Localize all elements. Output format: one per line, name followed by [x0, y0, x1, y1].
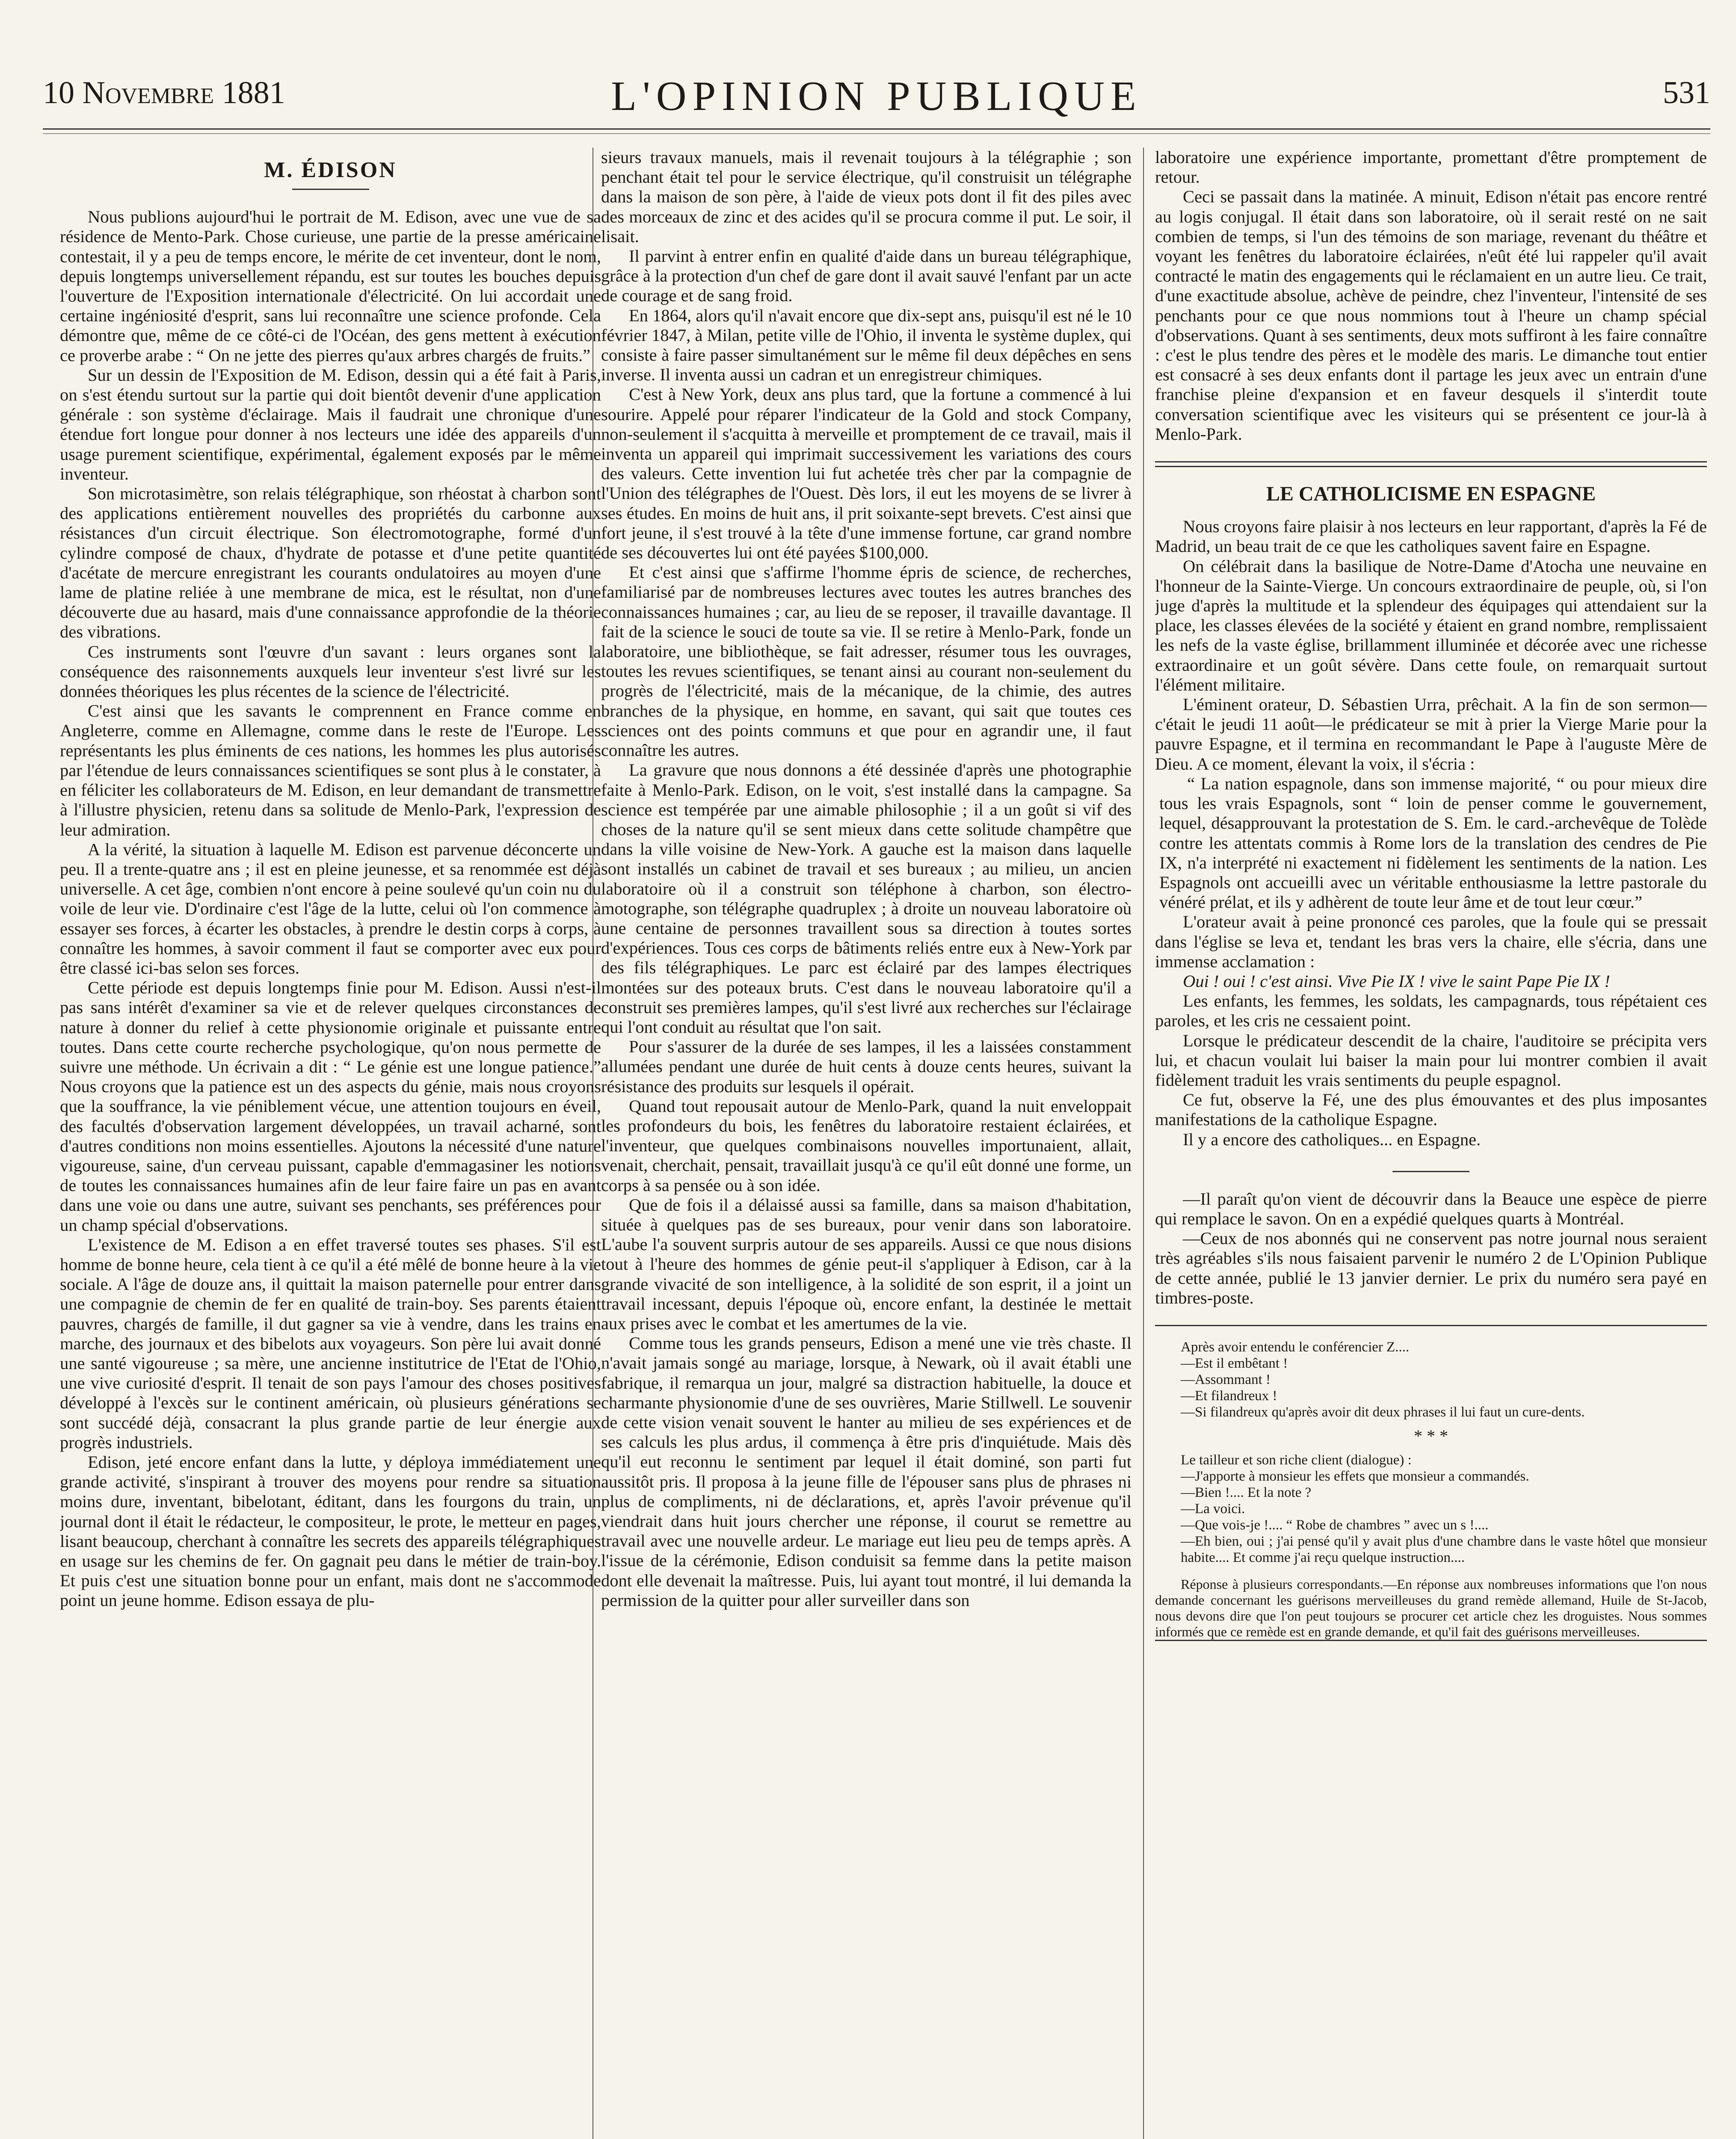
- paragraph: Nous publions aujourd'hui le portrait de M. Edison, avec une vue de sa résidence de Mento-Park. Chose curieuse, une partie de la presse américaine contestait, il y a peu de temps encore, le mérite de cet inventeur, dont le nom, depuis longtemps universellement répandu, est sur toutes les bouches depuis l'ouverture de l'Exposition internationale d'électricité. On lui accordait une certaine ingéniosité d'esprit, sans lui reconnaître une science profonde. Cela démontre que, même de ce côté-ci de l'Océan, des gens mettent à exécution ce proverbe arabe : “ On ne jette des pierres qu'aux arbres chargés de fruits.”: [60, 207, 601, 365]
- joke-line: —Assommant !: [1181, 1372, 1271, 1387]
- joke-line: —Que vois-je !.... “ Robe de chambres ” avec un s !....: [1181, 1517, 1489, 1533]
- paragraph: La gravure que nous donnons a été dessinée d'après une photographie faite à Menlo-Park. Edison, on le voit, s'est installé dans la campagne. Sa science est tempérée par une aimable philosophie ; il a un goût si vif des choses de la nature qu'il se sent mieux dans cette solitude champêtre que dans la ville voisine de New-York. A gauche est la maison dans laquelle sont installés un cabinet de travail et ses bureaux ; au milieu, un ancien laboratoire où il a construit son téléphone à charbon, son électro-motographe, son télégraphe quadruplex ; à droite un nouveau laboratoire où une centaine de personnes travaillent sous sa direction à toutes sortes d'expériences. Tous ces corps de bâtiments reliés entre eux à New-York par des fils télégraphiques. Le parc est éclairé par des lampes électriques montées sur des poteaux bruts. C'est dans le nouveau laboratoire qu'il a construit ses premières lampes, qu'il s'est livré aux recherches sur l'éclairage qui l'ont conduit au résultat que l'on sait.: [601, 760, 1132, 1037]
- paragraph: Nous croyons faire plaisir à nos lecteurs en leur rapportant, d'après la Fé de Madrid, un beau trait de ce que les catholiques savent faire en Espagne.: [1155, 517, 1707, 556]
- paragraph: Quand tout repousait autour de Menlo-Park, quand la nuit enveloppait les profondeurs du bois, les fenêtres du laboratoire restaient éclairées, et l'inventeur, que quelques combinaisons nouvelles importunaient, allait, venait, cherchait, pensait, travaillait jusqu'à ce qu'il eût donné une forme, un corps à sa pensée ou à son idée.: [601, 1096, 1132, 1195]
- joke-line: —Si filandreux qu'après avoir dit deux phrases il lui faut un cure-dents.: [1181, 1404, 1585, 1420]
- paragraph: Son microtasimètre, son relais télégraphique, son rhéostat à charbon sont des applications entièrement nouvelles des propriétés du carbonne aux résistances d'un circuit électrique. Son électromotographe, formé d'un cylindre composé de chaux, d'hydrate de potasse et d'une petite quantité d'acétate de mercure enregistrant les courants ondulatoires au moyen d'une lame de platine reliée à une membrane de mica, est le résultat, non d'une découverte due au hasard, mais d'une connaissance approfondie de la théorie des vibrations.: [60, 484, 601, 642]
- page-header: [43, 75, 1710, 126]
- reponse-notice: Réponse à plusieurs correspondants.—En réponse aux nombreuses informations que l'on nous demande concernant les guérisons merveilleuses du grand remède allemand, Huile de St-Jacob, nous devons dire que l'on peut toujours se procurer cet article chez les droguistes. Nous sommes informés que ce remède est en grande demande, et qu'il fait des guérisons merveilleuses.: [1155, 1576, 1707, 1639]
- joke-line: —Bien !.... Et la note ?: [1181, 1484, 1312, 1500]
- paragraph: Que de fois il a délaissé aussi sa famille, dans sa maison d'habitation, située à quelques pas de ses bureaux, pour venir dans son laboratoire. L'aube l'a souvent surpris autour de ses appareils. Aussi ce que nous disions tout à l'heure des hommes de génie peut-il s'appliquer à Edison, car à la grande vivacité de son intelligence, à la solidité de son esprit, il a joint un travail incessant, depuis l'époque où, encore enfant, la destinée le mettait aux prises avec le combat et les amertumes de la vie.: [601, 1195, 1132, 1333]
- joke-line: —Est il embêtant !: [1181, 1355, 1288, 1371]
- paragraph: C'est ainsi que les savants le comprennent en France comme en Angleterre, comme en Allemagne, comme dans le reste de l'Europe. Les représentants les plus éminents de ces nations, les hommes les plus autorisés par l'étendue de leurs connaissances scientifiques se sont plus à le constater, à en féliciter les collaborateurs de M. Edison, en leur demandant de transmettre à l'illustre physicien, retenu dans sa solitude de Menlo-Park, l'expression de leur admiration.: [60, 701, 601, 839]
- asterism: * * *: [1414, 1426, 1448, 1446]
- joke-line: —J'apporte à monsieur les effets que monsieur a commandés.: [1181, 1468, 1529, 1484]
- paragraph: Lorsque le prédicateur descendit de la chaire, l'auditoire se précipita vers lui, et chacun voulait lui baiser la main pour lui montrer combien il avait fidèlement traduit les vrais sentiments du peuple espagnol.: [1155, 1031, 1707, 1090]
- notice: —Ceux de nos abonnés qui ne conservent pas notre journal nous seraient très agréables s'ils nous faisaient parvenir le numéro 2 de L'Opinion Publique de cette année, publié le 13 janvier dernier. Le prix du numéro sera payé en timbres-poste.: [1155, 1229, 1707, 1307]
- column-3: [1155, 148, 1707, 2139]
- paragraph: L'existence de M. Edison a en effet traversé toutes ses phases. S'il est homme de bonne heure, cela tient à ce qu'il a été mêlé de bonne heure à la vie sociale. A l'âge de douze ans, il quittait la maison paternelle pour entrer dans une compagnie de chemin de fer en qualité de train-boy. Ses parents étaient pauvres, chargés de famille, il dut gagner sa vie à vendre, dans les trains en marche, des journaux et des bibelots aux voyageurs. Son père lui avait donné une santé vigoureuse ; sa mère, une ancienne institutrice de l'Etat de l'Ohio, une vive curiosité d'esprit. Il tenait de son pays l'amour des choses positives développé à l'excès sur le continent américain, où plusieurs générations se sont succédé déjà, consacrant la plus grande partie de leur énergie aux progrès industriels.: [60, 1235, 601, 1452]
- article-heading-catholicisme: LE CATHOLICISME EN ESPAGNE: [1266, 483, 1596, 506]
- section-rule: [1155, 461, 1707, 467]
- paragraph: En 1864, alors qu'il n'avait encore que dix-sept ans, puisqu'il est né le 10 février 1847, à Milan, petite ville de l'Ohio, il inventa le système duplex, qui consiste à faire passer simultanément sur le même fil deux dépêches en sens inverse. Il inventa aussi un cadran et un enregistreur chimiques.: [601, 305, 1132, 385]
- paragraph: Edison, jeté encore enfant dans la lutte, y déploya immédiatement une grande activité, s'inspirant à trouver des moyens pour rendre sa situation moins dure, inventant, bibelotant, éditant, dans les fourgons du train, un journal dont il était le rédacteur, le compositeur, le prote, le metteur en pages, lisant beaucoup, cherchant à connaître les secrets des appareils télégraphiques en usage sur les chemins de fer. On gagnait peu dans le métier de train-boy. Et puis c'est une situation bonne pour un enfant, mais dont ne s'accommode point un jeune homme. Edison essaya de plu-: [60, 1452, 601, 1610]
- paragraph: Les enfants, les femmes, les soldats, les campagnards, tous répétaient ces paroles, et les cris ne cessaient point.: [1155, 991, 1707, 1031]
- paragraph: C'est à New York, deux ans plus tard, que la fortune a commencé à lui sourire. Appelé pour réparer l'indicateur de la Gold and stock Company, non-seulement il s'acquitta à merveille et promptement de ce travail, mais il inventa un appareil qui imprimait successivement les variations des cours des valeurs. Cette invention lui fut achetée très cher par la compagnie de l'Union des télégraphes de l'Ouest. Dès lors, il eut les moyens de se livrer à ses études. En moins de huit ans, il prit soixante-sept brevets. C'est ainsi que fort jeune, il s'est trouvé à la tête d'une immense fortune, car grand nombre de ses découvertes lui ont été payées $100,000.: [601, 385, 1132, 563]
- paragraph: Ce fut, observe la Fé, une des plus émouvantes et des plus imposantes manifestations de la catholique Espagne.: [1155, 1090, 1707, 1129]
- paragraph: Ces instruments sont l'œuvre d'un savant : leurs organes sont la conséquence des raisonnements auxquels leur inventeur s'est livré sur les données théoriques les plus récentes de la science de l'électricité.: [60, 642, 601, 701]
- article-heading-edison: M. ÉDISON: [264, 158, 397, 182]
- newspaper-title: L'OPINION PUBLIQUE: [611, 73, 1142, 119]
- page-number: 531: [1663, 75, 1710, 110]
- paragraph: Cette période est depuis longtemps finie pour M. Edison. Aussi n'est-il pas sans intérêt d'examiner sa vie et de relever quelques circonstances de nature à donner du relief à cette physionomie originale et puissante entre toutes. Dans cette courte recherche psychologique, qu'on nous permette de suivre une méthode. Un écrivain a dit : “ Le génie est une longue patience.” Nous croyons que la patience est un des aspects du génie, mais nous croyons que la souffrance, la vie péniblement vécue, une attention toujours en éveil, des facultés d'observation largement développées, un travail acharné, sont d'autres conditions non moins essentielles. Ajoutons la nécessité d'une nature vigoureuse, saine, d'un cerveau puissant, capable d'emmagasiner les notions de toutes les connaissances humaines afin de leur faire faire un pas en avant dans une voie ou dans une autre, suivant ses penchants, ses préférences pour un champ spécial d'observations.: [60, 978, 601, 1235]
- header-rule-thin: [43, 133, 1710, 134]
- issue-date: 10 Novembre 1881: [43, 75, 285, 110]
- paragraph: Il parvint à entrer enfin en qualité d'aide dans un bureau télégraphique, grâce à la protection d'un chef de gare dont il avait sauvé l'enfant par un acte de courage et de sang froid.: [601, 246, 1132, 305]
- paragraph: Il y a encore des catholiques... en Espagne.: [1183, 1129, 1481, 1149]
- column-divider-2: [1143, 148, 1144, 2139]
- column-1: [60, 148, 601, 2139]
- joke-line: —La voici.: [1181, 1501, 1245, 1517]
- paragraph: Comme tous les grands penseurs, Edison a mené une vie très chaste. Il n'avait jamais songé au mariage, lorsque, à Newark, où il avait établi une fabrique, il remarqua un jour, malgré sa distraction habituelle, la douce et charmante physionomie d'une de ses ouvrières, Marie Stillwell. Le souvenir de cette vision venait souvent le hanter au milieu de ses expériences et de ses calculs les plus ardus, il commença à être pris d'inquiétude. Mais dès qu'il eut reconnu le sentiment par lequel il était dominé, son parti fut aussitôt pris. Il proposa à la jeune fille de l'épouser sans plus de phrases ni plus de compliments, ni de déclarations, et, après l'avoir prévenue qu'il viendrait dans huit jours chercher une réponse, il courut se remettre au travail avec une nouvelle ardeur. Le mariage eut lieu peu de temps après. A l'issue de la cérémonie, Edison conduisit sa femme dans la petite maison dont elle devenait la maîtresse. Puis, lui ayant tout montré, il lui demanda la permission de la quitter pour aller surveiller dans son: [601, 1333, 1132, 1610]
- humor-box: [1155, 1325, 1707, 1641]
- paragraph: A la vérité, la situation à laquelle M. Edison est parvenue déconcerte un peu. Il a trente-quatre ans ; il est en pleine jeunesse, et sa renommée est déjà universelle. A cet âge, combien n'ont encore à peine soulevé qu'un coin nu du voile de leur vie. D'ordinaire c'est l'âge de la lutte, celui où l'on commence à essayer ses forces, à écarter les obstacles, à prendre le destin corps à corps, à connaître les hommes, à savoir comment il faut se comporter avec eux pour être classé ici-bas selon ses forces.: [60, 839, 601, 978]
- paragraph: L'éminent orateur, D. Sébastien Urra, prêchait. A la fin de son sermon—c'était le jeudi 11 août—le prédicateur se mit à prier la Vierge Marie pour la pauvre Espagne, et il termina en recommandant le Pape à l'auguste Mère de Dieu. A ce moment, élevant la voix, il s'écria :: [1155, 695, 1707, 773]
- column-2: [601, 148, 1132, 2139]
- paragraph: On célébrait dans la basilique de Notre-Dame d'Atocha une neuvaine en l'honneur de la Sainte-Vierge. Un concours extraordinaire de peuple, où, si l'on juge d'après la multitude et la splendeur des équipages qui attendaient sur la place, les classes élevées de la société y étaient en grand nombre, remplissaient les nefs de la vaste église, brillamment illuminée et décorée avec une richesse extraordinaire et un goût sévère. Dans cette foule, on remarquait surtout l'élément militaire.: [1155, 556, 1707, 694]
- heading-rule: [292, 189, 369, 190]
- paragraph: Ceci se passait dans la matinée. A minuit, Edison n'était pas encore rentré au logis conjugal. Il était dans son laboratoire, où il serait resté on ne sait combien de temps, si l'un des témoins de son mariage, revenant du théâtre et voyant les fenêtres du laboratoire éclairées, n'eût été lui rappeler qu'il avait contracté le matin des engagements qui le réclamaient en un autre lieu. Ce trait, d'une exactitude absolue, achève de peindre, chez l'inventeur, l'intensité de ses penchants pour ce que nous nommions tout à l'heure un champ spécial d'observations. Quant à ses sentiments, deux mots suffiront à les faire connaître : c'est le plus tendre des pères et le modèle des maris. Le dimanche tout entier est consacré à ses deux enfants dont il partage les jeux avec un entrain d'une franchise pleine d'expansion et en faveur desquels il s'interdit toute conversation scientifique avec les visiteurs qui se présentent ce jour-là à Menlo-Park.: [1155, 187, 1707, 444]
- joke-line: Après avoir entendu le conférencier Z....: [1181, 1339, 1410, 1355]
- header-rule: [43, 128, 1710, 130]
- speech-quote: “ La nation espagnole, dans son immense majorité, “ ou pour mieux dire tous les vrais Espagnols, sont “ loin de penser comme le gouvernement, lequel, désapprouvant la protestation de S. Em. le card.-archevêque de Tolède contre les attentats commis à Rome lors de la translation des cendres de Pie IX, n'a interprété ni exactement ni fidèlement les sentiments de la nation. Les Espagnols ont accueilli avec un véritable enthousiasme la lettre pastorale du vénéré prélat, et ils y adhèrent de toute leur âme et de tout leur cœur.”: [1159, 773, 1707, 912]
- joke-line: —Eh bien, oui ; j'ai pensé qu'il y avait plus d'une chambre dans le vaste hôtel que monsieur habite.... Et comme j'ai reçu quelque instruction....: [1181, 1533, 1707, 1565]
- paragraph: laboratoire une expérience importante, promettant d'être promptement de retour.: [1155, 148, 1707, 187]
- joke-line: —Et filandreux !: [1181, 1388, 1277, 1404]
- notice: —Il paraît qu'on vient de découvrir dans la Beauce une espèce de pierre qui remplace le savon. On en a expédié quelques quarts à Montréal.: [1155, 1189, 1707, 1228]
- crowd-cry: Oui ! oui ! c'est ainsi. Vive Pie IX ! vive le saint Pape Pie IX !: [1183, 971, 1610, 991]
- paragraph: L'orateur avait à peine prononcé ces paroles, que la foule qui se pressait dans l'église se leva et, tendant les bras vers la chaire, elle s'écria, dans une immense acclamation :: [1155, 912, 1707, 971]
- paragraph: Et c'est ainsi que s'affirme l'homme épris de science, de recherches, familiarisé par de nombreuses lectures avec toutes les autres branches des connaissances humaines ; car, au lieu de se reposer, il travaille davantage. Il fait de la science le souci de toute sa vie. Il se retire à Menlo-Park, fonde un laboratoire, une bibliothèque, se fait adresser, résumer tous les ouvrages, toutes les revues scientifiques, se tenant ainsi au courant non-seulement du progrès de l'électricité, mais de la mécanique, de la chimie, des autres branches de la physique, en homme, en savant, qui sait que toutes ces sciences ont des points communs et que pour en agrandir une, il faut connaître les autres.: [601, 563, 1132, 760]
- paragraph: sieurs travaux manuels, mais il revenait toujours à la télégraphie ; son penchant était tel pour le service électrique, qu'il construisit un télégraphe dans la maison de son père, à l'aide de vieux pots dont il fit des piles avec des morceaux de zinc et des acides qu'il se procura comme il put. Le soir, il lisait.: [601, 148, 1132, 246]
- paragraph: Pour s'assurer de la durée de ses lampes, il les a laissées constamment allumées pendant une durée de huit cents à douze cents heures, suivant la résistance des produits sur lesquels il opérait.: [601, 1037, 1132, 1096]
- paragraph: Sur un dessin de l'Exposition de M. Edison, dessin qui a été fait à Paris, on s'est étendu surtout sur la partie qui doit bientôt devenir d'une application générale : son système d'éclairage. Mais il faudrait une chronique d'une étendue fort longue pour donner à nos lecteurs une idée des appareils d'un usage purement scientifique, expérimental, également exposés par le même inventeur.: [60, 365, 601, 483]
- notice-rule: [1392, 1171, 1469, 1172]
- joke-line: Le tailleur et son riche client (dialogue) :: [1181, 1452, 1412, 1468]
